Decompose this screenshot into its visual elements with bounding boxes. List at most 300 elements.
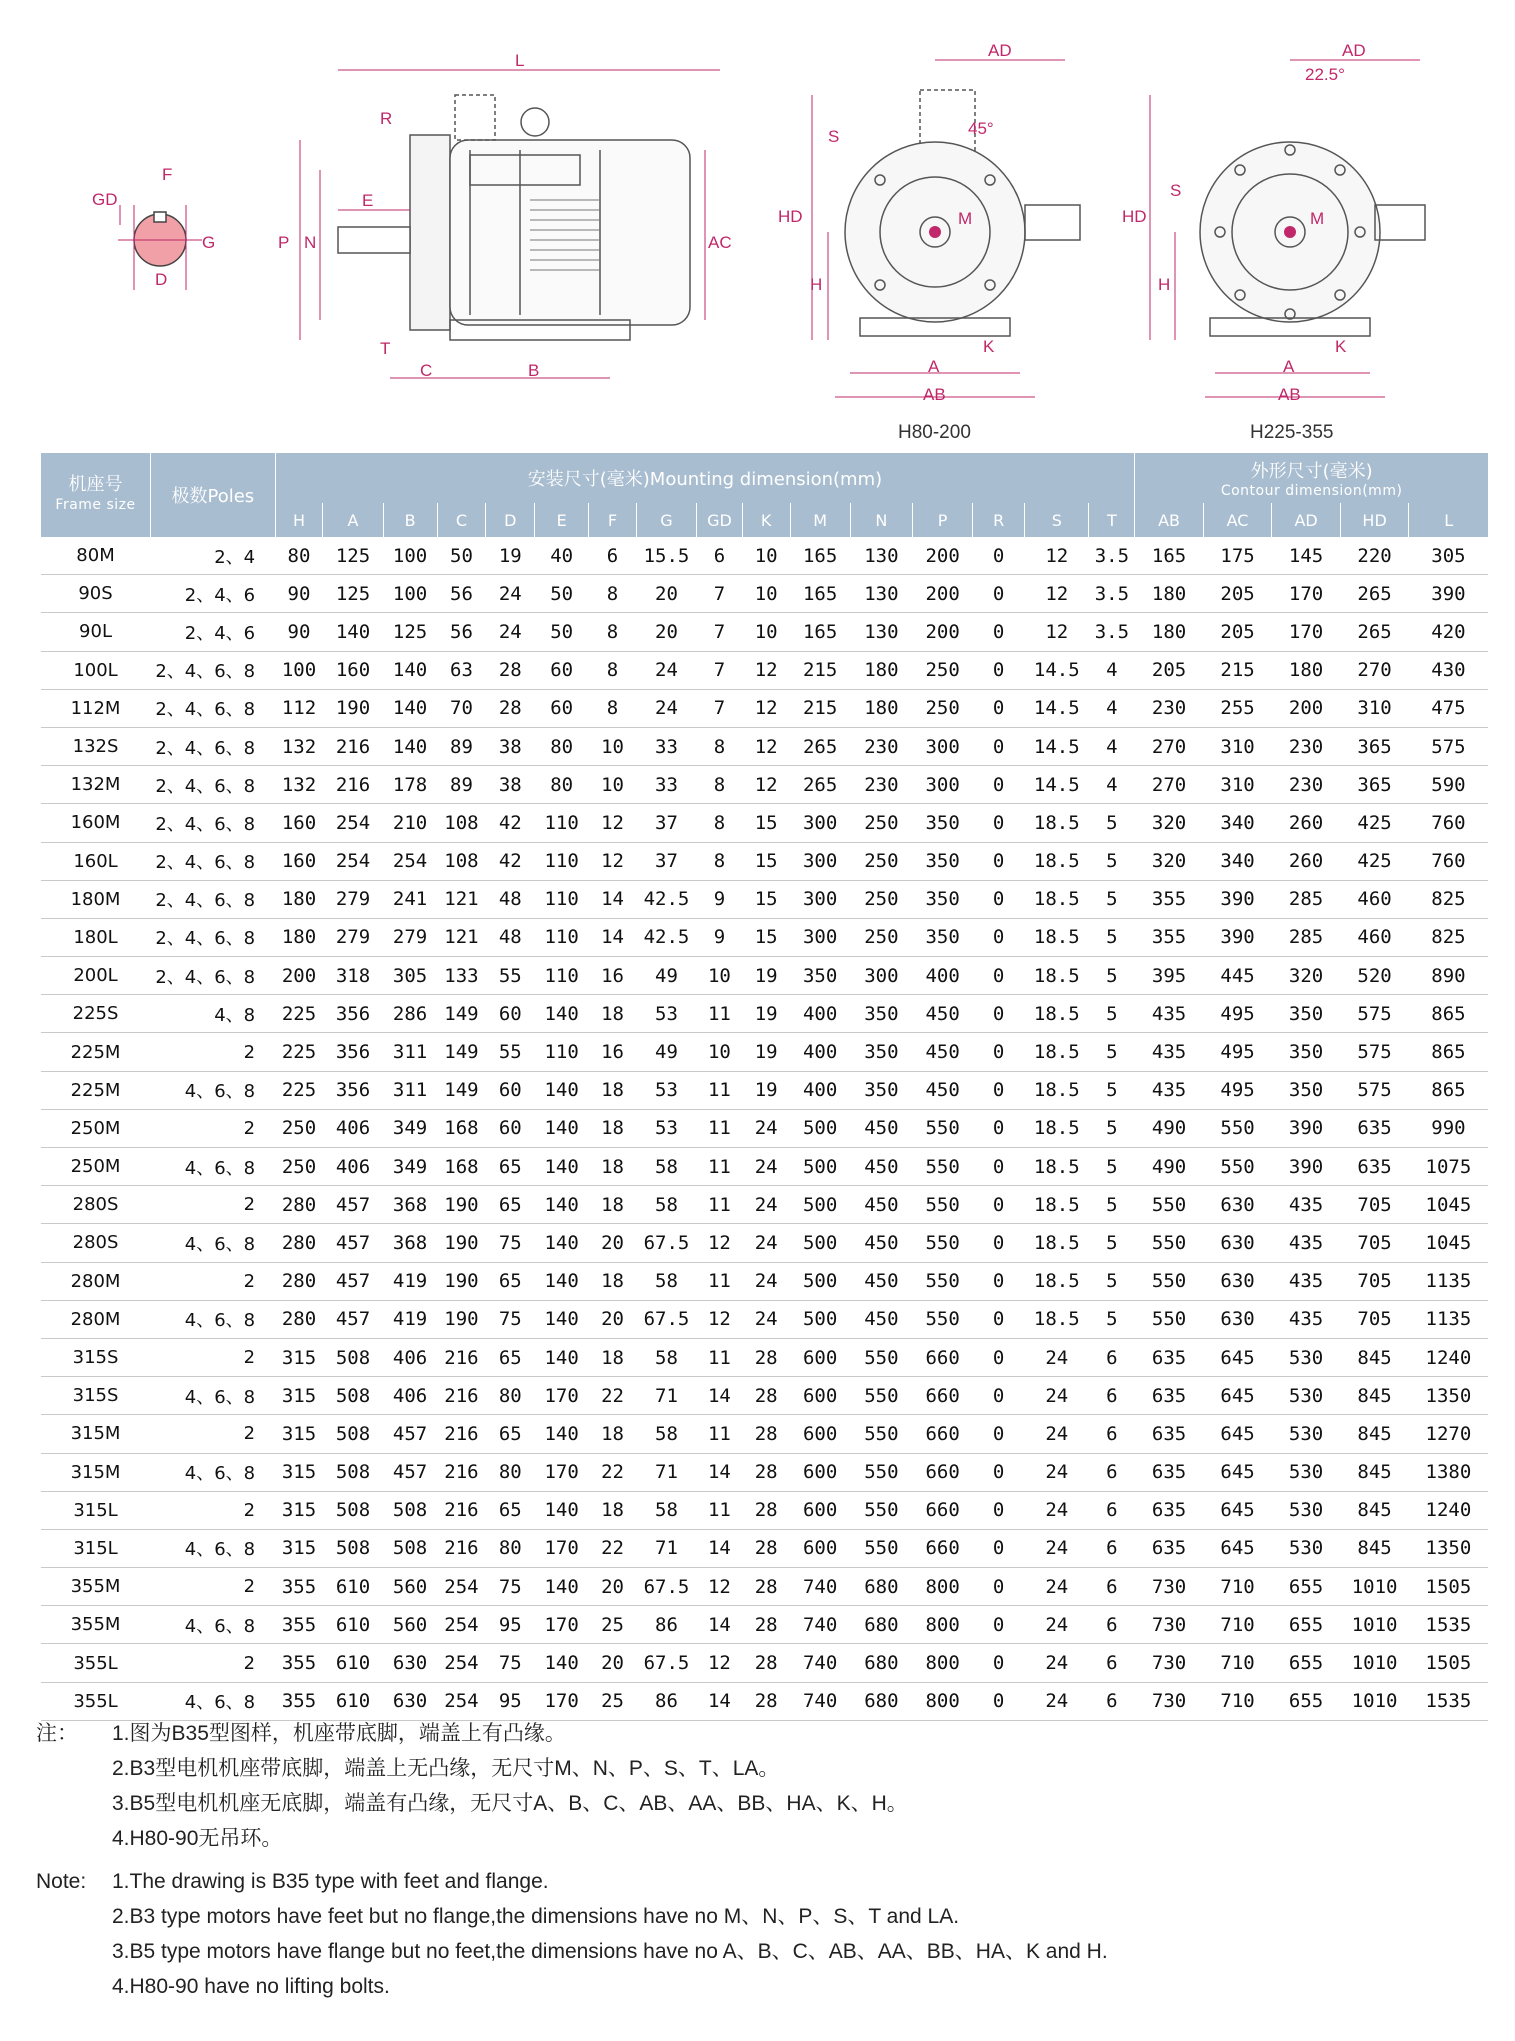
dimension-cell: 760 <box>1409 804 1488 842</box>
table-row <box>41 1148 1489 1186</box>
poles-cell: 2、4、6、8 <box>151 957 276 995</box>
frame-size-cell: 132M <box>41 766 151 804</box>
dim-label-N: N <box>304 233 317 252</box>
dimension-cell: 58 <box>636 1338 696 1376</box>
dimension-cell: 845 <box>1340 1529 1409 1567</box>
dimension-cell: 390 <box>1203 880 1272 918</box>
dimension-cell: 48 <box>486 918 535 956</box>
frame-size-cell: 132S <box>41 727 151 765</box>
dimension-cell: 12 <box>1025 575 1089 613</box>
dimension-cell: 265 <box>1340 575 1409 613</box>
dimension-cell: 705 <box>1340 1224 1409 1262</box>
dim-label-22-5deg: 22.5° <box>1305 65 1345 84</box>
dimension-cell: 250 <box>850 842 912 880</box>
dimension-cell: 250 <box>850 918 912 956</box>
dimension-cell: 53 <box>636 1109 696 1147</box>
dimension-cell: 400 <box>790 995 850 1033</box>
dimension-cell: 160 <box>323 651 383 689</box>
dimension-cell: 216 <box>323 727 383 765</box>
dimension-cell: 305 <box>383 957 437 995</box>
dimension-cell: 450 <box>913 1033 973 1071</box>
dimension-cell: 1505 <box>1409 1568 1488 1606</box>
column-header-c: C <box>437 503 486 537</box>
dimension-cell: 645 <box>1203 1377 1272 1415</box>
dimension-cell: 170 <box>535 1529 589 1567</box>
dimension-cell: 310 <box>1340 689 1409 727</box>
dimension-cell: 200 <box>1272 689 1341 727</box>
dimension-cell: 630 <box>1203 1224 1272 1262</box>
poles-cell: 2 <box>151 1644 276 1682</box>
dimension-cell: 42.5 <box>636 918 696 956</box>
dimension-cell: 550 <box>1135 1186 1204 1224</box>
dimension-cell: 520 <box>1340 957 1409 995</box>
dimension-cell: 865 <box>1409 1071 1488 1109</box>
dimension-cell: 140 <box>535 1262 589 1300</box>
dimension-cell: 18.5 <box>1025 957 1089 995</box>
dimension-cell: 575 <box>1340 1033 1409 1071</box>
poles-cell: 2、4、6 <box>151 575 276 613</box>
dimension-cell: 254 <box>323 842 383 880</box>
dim-label-K-large: K <box>1335 337 1347 356</box>
dim-label-G: G <box>202 233 216 252</box>
dimension-cell: 12 <box>742 727 790 765</box>
column-header-m: M <box>790 503 850 537</box>
dimension-cell: 475 <box>1409 689 1488 727</box>
dimension-cell: 250 <box>913 651 973 689</box>
dimension-cell: 95 <box>486 1606 535 1644</box>
dimension-cell: 315 <box>275 1377 323 1415</box>
table-row <box>41 1338 1489 1376</box>
dimension-cell: 635 <box>1135 1491 1204 1529</box>
table-row <box>41 880 1489 918</box>
dimension-cell: 60 <box>535 689 589 727</box>
dimension-cell: 730 <box>1135 1644 1204 1682</box>
dimension-cell: 355 <box>275 1682 323 1720</box>
dimension-cell: 550 <box>913 1300 973 1338</box>
table-row <box>41 1224 1489 1262</box>
dimension-cell: 15 <box>742 918 790 956</box>
table-row <box>41 1568 1489 1606</box>
dimension-cell: 550 <box>1135 1300 1204 1338</box>
dimension-cell: 680 <box>850 1682 912 1720</box>
dimension-cell: 33 <box>636 727 696 765</box>
dimension-cell: 9 <box>697 918 743 956</box>
column-header-p: P <box>913 503 973 537</box>
dimension-cell: 216 <box>437 1491 486 1529</box>
dimension-cell: 190 <box>323 689 383 727</box>
table-row <box>41 918 1489 956</box>
frame-size-cell: 225S <box>41 995 151 1033</box>
dimension-cell: 400 <box>790 1071 850 1109</box>
dimension-cell: 80 <box>275 537 323 575</box>
dimension-cell: 315 <box>275 1453 323 1491</box>
dimension-cell: 300 <box>790 842 850 880</box>
dimension-cell: 508 <box>383 1529 437 1567</box>
frame-size-cell: 90L <box>41 613 151 651</box>
dimension-cell: 14.5 <box>1025 766 1089 804</box>
dimension-cell: 311 <box>383 1033 437 1071</box>
dimension-cell: 4 <box>1089 727 1135 765</box>
dimension-cell: 95 <box>486 1682 535 1720</box>
dimension-cell: 400 <box>913 957 973 995</box>
dimension-cell: 58 <box>636 1148 696 1186</box>
dimension-cell: 19 <box>742 957 790 995</box>
dimension-cell: 65 <box>486 1262 535 1300</box>
dimension-cell: 1270 <box>1409 1415 1488 1453</box>
dimension-cell: 230 <box>1135 689 1204 727</box>
poles-cell: 2、4、6、8 <box>151 689 276 727</box>
dimension-cell: 12 <box>742 651 790 689</box>
dimension-cell: 53 <box>636 1071 696 1109</box>
dimension-cell: 60 <box>486 995 535 1033</box>
dimension-cell: 254 <box>437 1682 486 1720</box>
poles-cell: 2 <box>151 1338 276 1376</box>
dimension-cell: 315 <box>275 1491 323 1529</box>
dimension-cell: 216 <box>437 1453 486 1491</box>
dimension-cell: 300 <box>850 957 912 995</box>
dimension-cell: 254 <box>323 804 383 842</box>
dimension-cell: 28 <box>742 1491 790 1529</box>
frame-size-cell: 280M <box>41 1262 151 1300</box>
dimension-cell: 254 <box>383 842 437 880</box>
note-en-line-4: 4.H80-90 have no lifting bolts. <box>112 1975 390 1998</box>
dimension-cell: 140 <box>535 1071 589 1109</box>
dimension-cell: 170 <box>1272 613 1341 651</box>
dimension-cell: 20 <box>589 1224 637 1262</box>
dimension-cell: 67.5 <box>636 1224 696 1262</box>
dimension-cell: 845 <box>1340 1415 1409 1453</box>
dimension-cell: 0 <box>973 1071 1025 1109</box>
dimension-cell: 508 <box>383 1491 437 1529</box>
dimension-cell: 419 <box>383 1300 437 1338</box>
dimension-cell: 225 <box>275 1033 323 1071</box>
column-header-s: S <box>1025 503 1089 537</box>
dimension-cell: 28 <box>486 689 535 727</box>
dimension-cell: 28 <box>742 1606 790 1644</box>
dimension-cell: 200 <box>913 613 973 651</box>
dimension-cell: 175 <box>1203 537 1272 575</box>
dimension-cell: 315 <box>275 1415 323 1453</box>
dimension-cell: 140 <box>535 1224 589 1262</box>
dimension-cell: 6 <box>1089 1377 1135 1415</box>
dimension-cell: 121 <box>437 918 486 956</box>
dimension-cell: 165 <box>790 613 850 651</box>
dimension-cell: 260 <box>1272 804 1341 842</box>
dimension-cell: 11 <box>697 1071 743 1109</box>
frame-size-cell: 200L <box>41 957 151 995</box>
dimension-cell: 435 <box>1135 1071 1204 1109</box>
table-row <box>41 1682 1489 1720</box>
dimension-cell: 0 <box>973 613 1025 651</box>
frame-size-cell: 180L <box>41 918 151 956</box>
dimension-cell: 28 <box>742 1377 790 1415</box>
dimension-cell: 12 <box>697 1644 743 1682</box>
motor-front-view-large-drawing <box>1150 60 1425 397</box>
dimension-cell: 24 <box>742 1300 790 1338</box>
table-row <box>41 1453 1489 1491</box>
frame-size-cell: 315M <box>41 1415 151 1453</box>
dimension-cell: 0 <box>973 1148 1025 1186</box>
dimension-cell: 50 <box>535 575 589 613</box>
dim-label-AC: AC <box>708 233 732 252</box>
dimension-cell: 18.5 <box>1025 1262 1089 1300</box>
dimension-cell: 508 <box>323 1377 383 1415</box>
dimension-cell: 110 <box>535 918 589 956</box>
dimension-cell: 80 <box>535 766 589 804</box>
dimension-cell: 6 <box>1089 1606 1135 1644</box>
dimension-cell: 12 <box>589 842 637 880</box>
dimension-cell: 130 <box>850 613 912 651</box>
dimension-cell: 24 <box>742 1186 790 1224</box>
dimension-cell: 8 <box>697 766 743 804</box>
dimension-cell: 845 <box>1340 1453 1409 1491</box>
dimension-cell: 0 <box>973 1606 1025 1644</box>
frame-size-cell: 160L <box>41 842 151 880</box>
motor-front-view-small-drawing <box>812 60 1080 397</box>
dimension-cell: 6 <box>1089 1415 1135 1453</box>
dimension-cell: 80 <box>486 1529 535 1567</box>
dimension-cell: 349 <box>383 1109 437 1147</box>
dimension-cell: 845 <box>1340 1377 1409 1415</box>
dimension-cell: 550 <box>913 1148 973 1186</box>
dimension-cell: 18.5 <box>1025 842 1089 880</box>
dimension-cell: 200 <box>913 575 973 613</box>
dimension-cell: 1010 <box>1340 1568 1409 1606</box>
dimension-cell: 350 <box>790 957 850 995</box>
dimension-cell: 18 <box>589 1109 637 1147</box>
dimension-cell: 200 <box>275 957 323 995</box>
dimension-cell: 1010 <box>1340 1644 1409 1682</box>
dimension-cell: 4 <box>1089 766 1135 804</box>
dimension-cell: 168 <box>437 1109 486 1147</box>
dimension-cell: 80 <box>486 1453 535 1491</box>
poles-cell: 4、6、8 <box>151 1377 276 1415</box>
dimension-cell: 1240 <box>1409 1491 1488 1529</box>
dimension-cell: 655 <box>1272 1682 1341 1720</box>
column-header-hd: HD <box>1340 503 1409 537</box>
dimension-cell: 18 <box>589 1071 637 1109</box>
dimension-cell: 230 <box>1272 727 1341 765</box>
table-row <box>41 1606 1489 1644</box>
poles-cell: 4、6、8 <box>151 1606 276 1644</box>
dimension-cell: 356 <box>323 1071 383 1109</box>
dimension-cell: 1535 <box>1409 1606 1488 1644</box>
dimension-cell: 350 <box>850 995 912 1033</box>
dimension-cell: 350 <box>1272 995 1341 1033</box>
dimension-cell: 845 <box>1340 1338 1409 1376</box>
dimension-cell: 390 <box>1203 918 1272 956</box>
dimension-cell: 14 <box>589 918 637 956</box>
dimension-cell: 125 <box>323 575 383 613</box>
dimension-cell: 190 <box>437 1300 486 1338</box>
dimension-cell: 22 <box>589 1453 637 1491</box>
dimension-cell: 11 <box>697 1491 743 1529</box>
dimension-cell: 18.5 <box>1025 1300 1089 1338</box>
dimension-cell: 18.5 <box>1025 1033 1089 1071</box>
dimension-cell: 490 <box>1135 1148 1204 1186</box>
dimension-cell: 55 <box>486 1033 535 1071</box>
frame-size-cell: 315M <box>41 1453 151 1491</box>
column-header-ad: AD <box>1272 503 1341 537</box>
dimension-cell: 435 <box>1135 995 1204 1033</box>
dimension-cell: 215 <box>1203 651 1272 689</box>
dimension-cell: 12 <box>697 1300 743 1338</box>
dimension-cell: 350 <box>913 842 973 880</box>
dimension-cell: 24 <box>636 651 696 689</box>
dimension-cell: 71 <box>636 1529 696 1567</box>
dimension-cell: 24 <box>1025 1415 1089 1453</box>
poles-cell: 4、6、8 <box>151 1148 276 1186</box>
dimension-cell: 10 <box>697 1033 743 1071</box>
dimension-cell: 11 <box>697 995 743 1033</box>
dimension-cell: 180 <box>1272 651 1341 689</box>
dimension-cell: 990 <box>1409 1109 1488 1147</box>
dimension-cell: 445 <box>1203 957 1272 995</box>
dimension-cell: 705 <box>1340 1262 1409 1300</box>
dimension-cell: 255 <box>1203 689 1272 727</box>
dimension-cell: 28 <box>742 1682 790 1720</box>
dimension-cell: 50 <box>535 613 589 651</box>
dimension-cell: 24 <box>742 1262 790 1300</box>
dimension-cell: 14 <box>589 880 637 918</box>
dimension-cell: 24 <box>636 689 696 727</box>
dimension-cell: 5 <box>1089 1224 1135 1262</box>
dimension-cell: 140 <box>383 651 437 689</box>
dimension-cell: 430 <box>1409 651 1488 689</box>
dimension-cell: 15 <box>742 880 790 918</box>
dimension-cell: 37 <box>636 804 696 842</box>
dimension-cell: 160 <box>275 804 323 842</box>
dimension-cell: 710 <box>1203 1644 1272 1682</box>
dimension-cell: 140 <box>323 613 383 651</box>
dimension-cell: 0 <box>973 689 1025 727</box>
dimension-cell: 305 <box>1409 537 1488 575</box>
dimension-cell: 140 <box>383 689 437 727</box>
dimension-cell: 140 <box>535 1300 589 1338</box>
table-row <box>41 613 1489 651</box>
dimension-cell: 279 <box>323 918 383 956</box>
dimension-cell: 6 <box>1089 1529 1135 1567</box>
dimension-cell: 610 <box>323 1568 383 1606</box>
dimension-cell: 18 <box>589 1338 637 1376</box>
dimension-cell: 350 <box>913 918 973 956</box>
dimension-cell: 241 <box>383 880 437 918</box>
dimension-cell: 457 <box>323 1300 383 1338</box>
dimension-cell: 0 <box>973 1491 1025 1529</box>
dimension-cell: 165 <box>790 537 850 575</box>
frame-size-cell: 160M <box>41 804 151 842</box>
dimension-cell: 286 <box>383 995 437 1033</box>
dimension-cell: 435 <box>1272 1262 1341 1300</box>
dimension-cell: 530 <box>1272 1415 1341 1453</box>
dimension-cell: 110 <box>535 842 589 880</box>
dimension-cell: 450 <box>850 1262 912 1300</box>
dimension-cell: 18.5 <box>1025 880 1089 918</box>
dimension-cell: 19 <box>486 537 535 575</box>
dimension-cell: 216 <box>437 1377 486 1415</box>
dimension-cell: 10 <box>742 575 790 613</box>
dimension-cell: 71 <box>636 1453 696 1491</box>
dim-label-45deg: 45° <box>968 119 994 138</box>
table-row <box>41 804 1489 842</box>
dimension-cell: 24 <box>1025 1338 1089 1376</box>
dimension-cell: 200 <box>913 537 973 575</box>
dimension-cell: 390 <box>1272 1148 1341 1186</box>
dimension-cell: 216 <box>323 766 383 804</box>
dim-label-T: T <box>380 339 391 358</box>
dimension-cell: 24 <box>1025 1453 1089 1491</box>
dimension-cell: 8 <box>697 804 743 842</box>
dimension-cell: 18.5 <box>1025 1224 1089 1262</box>
dimension-cell: 140 <box>535 995 589 1033</box>
dimension-cell: 645 <box>1203 1453 1272 1491</box>
dim-label-AB-small: AB <box>923 385 946 404</box>
dimension-cell: 0 <box>973 1338 1025 1376</box>
table-row <box>41 1109 1489 1147</box>
table-row <box>41 651 1489 689</box>
table-row <box>41 766 1489 804</box>
dimension-cell: 56 <box>437 613 486 651</box>
dimension-cell: 5 <box>1089 1071 1135 1109</box>
dimension-cell: 0 <box>973 995 1025 1033</box>
dimension-cell: 450 <box>850 1186 912 1224</box>
dimension-cell: 508 <box>323 1338 383 1376</box>
dimension-cell: 350 <box>850 1033 912 1071</box>
dimension-cell: 65 <box>486 1338 535 1376</box>
poles-cell: 2、4、6、8 <box>151 651 276 689</box>
dimension-cell: 0 <box>973 1415 1025 1453</box>
dimension-cell: 318 <box>323 957 383 995</box>
header-contour-dimension <box>1135 453 1488 503</box>
dim-label-F: F <box>162 165 173 184</box>
dimension-cell: 12 <box>697 1224 743 1262</box>
dimension-cell: 7 <box>697 651 743 689</box>
dimension-cell: 610 <box>323 1682 383 1720</box>
dimension-cell: 178 <box>383 766 437 804</box>
dimension-cell: 610 <box>323 1644 383 1682</box>
dim-label-S-small: S <box>828 127 840 146</box>
dimension-cell: 18.5 <box>1025 1148 1089 1186</box>
dimension-cell: 530 <box>1272 1338 1341 1376</box>
dimension-cell: 50 <box>437 537 486 575</box>
dimension-cell: 420 <box>1409 613 1488 651</box>
header-contour-en: Contour dimension(mm) <box>1220 483 1403 499</box>
note-en-text-1: 1.The drawing is B35 type with feet and flange. <box>112 1870 549 1893</box>
dimension-cell: 90 <box>275 613 323 651</box>
dimension-cell: 16 <box>589 957 637 995</box>
dimension-cell: 190 <box>437 1186 486 1224</box>
dimension-cell: 660 <box>913 1453 973 1491</box>
frame-size-cell: 355L <box>41 1682 151 1720</box>
note-cn-line-1 <box>36 1716 1476 1751</box>
dimension-cell: 250 <box>850 804 912 842</box>
dimension-cell: 58 <box>636 1491 696 1529</box>
dimension-cell: 22 <box>589 1377 637 1415</box>
dimension-cell: 22 <box>589 1529 637 1567</box>
dimension-cell: 495 <box>1203 995 1272 1033</box>
poles-cell: 2、4、6、8 <box>151 918 276 956</box>
note-cn-text-1: 1.图为B35型图样，机座带底脚，端盖上有凸缘。 <box>112 1722 566 1745</box>
dim-label-A-large: A <box>1283 357 1295 376</box>
dimension-cell: 16 <box>589 1033 637 1071</box>
notes-section <box>36 1716 1476 2004</box>
dimension-cell: 1380 <box>1409 1453 1488 1491</box>
table-row <box>41 1491 1489 1529</box>
dimension-cell: 457 <box>383 1453 437 1491</box>
dimension-cell: 5 <box>1089 880 1135 918</box>
dimension-cell: 15 <box>742 804 790 842</box>
dimension-cell: 3.5 <box>1089 575 1135 613</box>
